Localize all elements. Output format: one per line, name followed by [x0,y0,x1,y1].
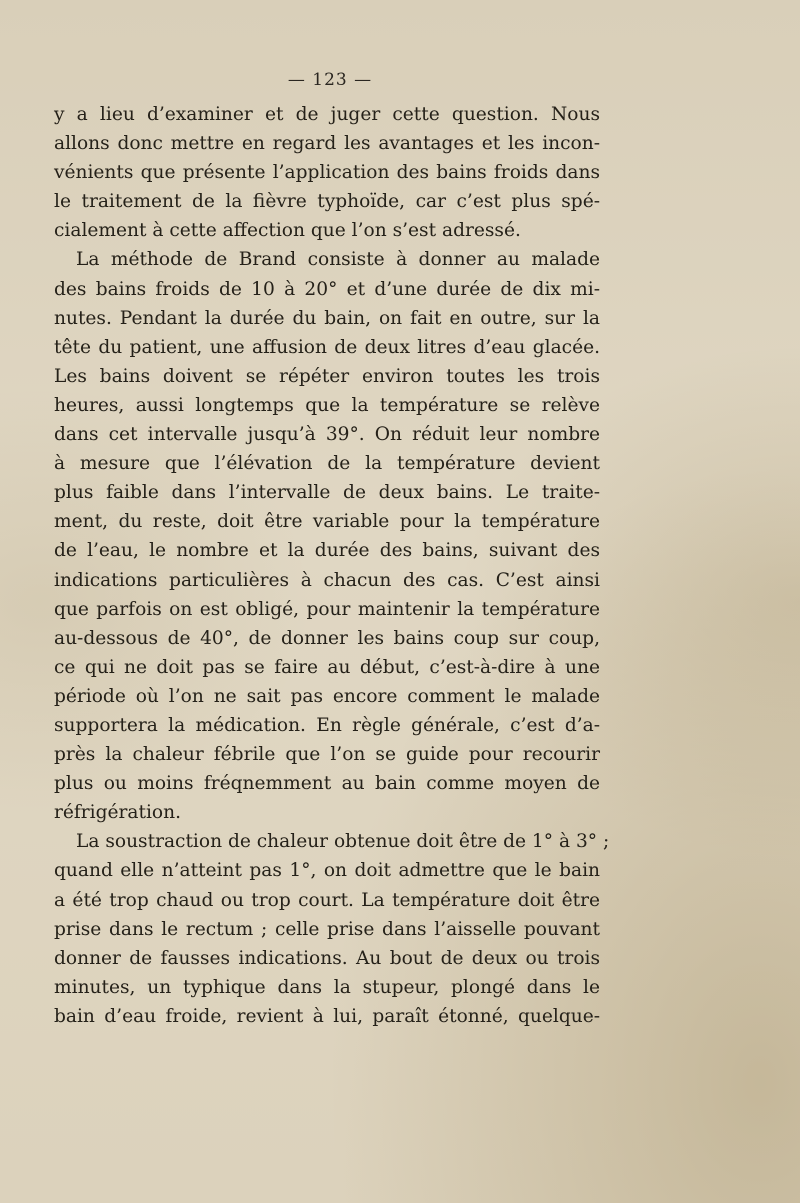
text-line: tête du patient, une affusion de deux litres d’eau glacée. [54,336,600,358]
text-line: indications particulières à chacun des cas. C’est ainsi [54,569,600,591]
text-line: dans cet intervalle jusqu’à 39°. On réduit leur nombre [54,424,600,446]
text-line: au-dessous de 40°, de donner les bains coup sur coup, [54,627,600,649]
text-line: plus ou moins fréqnemment au bain comme moyen de [54,773,600,795]
text-line: nutes. Pendant la durée du bain, on fait en outre, sur la [54,307,600,329]
text-line: supportera la médication. En règle générale, c’est d’a- [54,714,600,736]
text-line: ce qui ne doit pas se faire au début, c’est-à-dire à une [54,656,600,678]
text-line: à mesure que l’élévation de la température devient [54,453,600,475]
text-line: a été trop chaud ou trop court. La température doit être [54,889,600,911]
text-line: réfrigération. [54,802,181,824]
text-line: La soustraction de chaleur obtenue doit être de 1° à 3° ; [76,831,610,853]
text-line: cialement à cette affection que l’on s’est adressé. [54,220,521,242]
text-line: Les bains doivent se répéter environ toutes les trois [54,365,600,387]
text-line: que parfois on est obligé, pour maintenir la température [54,598,600,620]
text-line: allons donc mettre en regard les avantages et les incon- [54,133,600,155]
text-line: plus faible dans l’intervalle de deux bains. Le traite- [54,482,600,504]
text-line: le traitement de la fièvre typhoïde, car c’est plus spé- [54,191,600,213]
text-line: bain d’eau froide, revient à lui, paraît étonné, quelque- [54,1005,600,1027]
text-line: y a lieu d’examiner et de juger cette question. Nous [54,104,600,125]
body-text [54,100,610,1031]
text-line: de l’eau, le nombre et la durée des bains, suivant des [54,540,600,562]
paragraph-3 [54,827,610,1031]
text-line: heures, aussi longtemps que la température se relève [54,394,600,416]
paragraph-2 [54,245,600,827]
text-line: minutes, un typhique dans la stupeur, plongé dans le [54,976,600,998]
text-line: près la chaleur fébrile que l’on se guide pour recourir [54,744,600,766]
text-line: prise dans le rectum ; celle prise dans l’aisselle pouvant [54,918,600,940]
text-line: vénients que présente l’application des bains froids dans [54,162,600,184]
text-line: période où l’on ne sait pas encore comment le malade [54,685,600,707]
text-line: des bains froids de 10 à 20° et d’une durée de dix mi- [54,278,600,300]
paragraph-1 [54,100,600,245]
text-line: donner de fausses indications. Au bout de deux ou trois [54,947,600,969]
page-number: — 123 — [287,70,373,90]
text-line: quand elle n’atteint pas 1°, on doit admettre que le bain [54,860,600,882]
text-line: ment, du reste, doit être variable pour la température [54,511,600,533]
text-line: La méthode de Brand consiste à donner au malade [76,249,600,271]
